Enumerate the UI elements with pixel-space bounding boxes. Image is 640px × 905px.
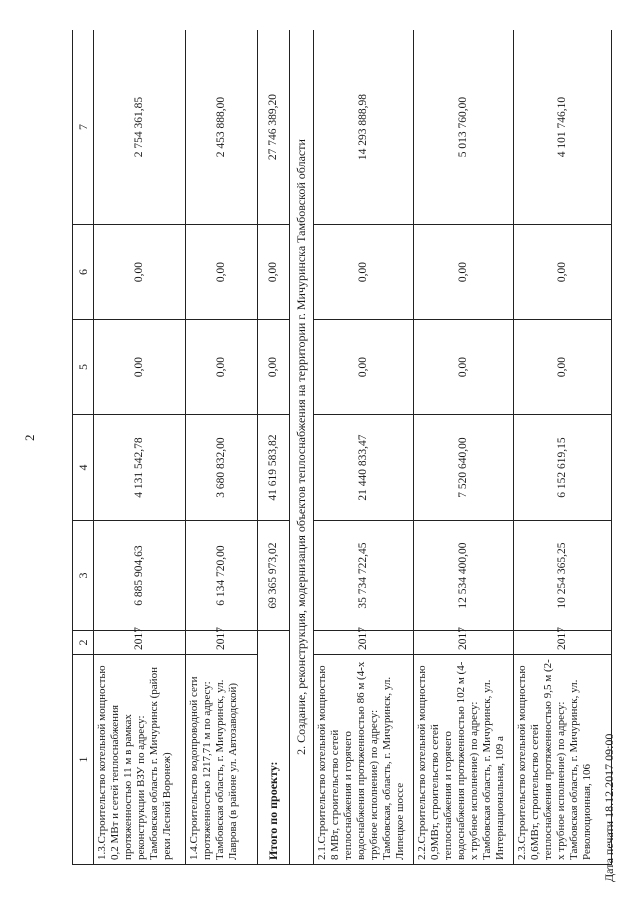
- row-col5: 0,00: [514, 320, 612, 415]
- row-col3: 35 734 722,45: [314, 521, 414, 631]
- column-header: 7: [73, 30, 94, 225]
- column-header: 4: [73, 415, 94, 521]
- section-row: [290, 30, 314, 865]
- row-col4: 7 520 640,00: [414, 415, 514, 521]
- table-row: [514, 30, 612, 865]
- total-col7: 27 746 389,20: [258, 30, 290, 225]
- row-col4: 3 680 832,00: [186, 415, 258, 521]
- row-col7: 4 101 746,10: [514, 30, 612, 225]
- total-col6: 0,00: [258, 225, 290, 320]
- row-col5: 0,00: [186, 320, 258, 415]
- column-number-row: [73, 30, 94, 865]
- print-date: Дата печати 18.12.2017 09:00: [602, 733, 616, 882]
- column-header: 3: [73, 521, 94, 631]
- total-col5: 0,00: [258, 320, 290, 415]
- row-col6: 0,00: [514, 225, 612, 320]
- row-year: 2017: [414, 631, 514, 655]
- row-col4: 6 152 619,15: [514, 415, 612, 521]
- section-title: 2. Создание, реконструкция, модернизация объектов теплоснабжения на территории г. Мичуринска Тамбовской области: [290, 30, 314, 865]
- row-year: 2017: [514, 631, 612, 655]
- row-description: 1.3.Строительство котельной мощностью 0,2 МВт и сетей теплоснабжения протяженностью 11 м в рамках реконструкции ВЗУ по адресу: Тамбовская область г. Мичуринск (район реки Лесной Воронеж): [94, 655, 186, 865]
- total-col3: 69 365 973,02: [258, 521, 290, 631]
- total-row: [258, 30, 290, 865]
- rotated-table-frame: [72, 30, 612, 865]
- table-row: [414, 30, 514, 865]
- row-year: 2017: [94, 631, 186, 655]
- table-row: [94, 30, 186, 865]
- row-col3: 10 254 365,25: [514, 521, 612, 631]
- row-description: 2.1.Строительство котельной мощностью 8 МВт, строительство сетей теплоснабжения и горячего водоснабжения протяженностью 86 м (4-х трубное исполнение) по адресу: Тамбовская, область, г. Мичуринск, ул. Липецкое шоссе: [314, 655, 414, 865]
- row-col6: 0,00: [94, 225, 186, 320]
- column-header: 5: [73, 320, 94, 415]
- row-col3: 12 534 400,00: [414, 521, 514, 631]
- document-sheet: [72, 30, 612, 865]
- column-header: 1: [73, 655, 94, 865]
- row-col5: 0,00: [314, 320, 414, 415]
- row-description: 2.2.Строительство котельной мощностью 0,9МВт, строительство сетей теплоснабжения и горячего водоснабжения протяженностью 102 м (4-х трубное исполнение) по адресу: Тамбовская область, г. Мичуринск, ул. Интернациональная, 109 а: [414, 655, 514, 865]
- row-col7: 5 013 760,00: [414, 30, 514, 225]
- row-col6: 0,00: [186, 225, 258, 320]
- column-header: 2: [73, 631, 94, 655]
- column-header: 6: [73, 225, 94, 320]
- row-description: 2.3.Строительство котельной мощностью 0,6МВт, строительство сетей теплоснабжения протяженностью 9,5 м (2-х трубное исполнение) по адресу: Тамбовская область, г. Мичуринск, ул. Революционная, 106: [514, 655, 612, 865]
- total-col4: 41 619 583,82: [258, 415, 290, 521]
- row-col7: 2 754 361,85: [94, 30, 186, 225]
- table-row: [314, 30, 414, 865]
- total-label: Итого по проекту:: [258, 631, 290, 865]
- row-description: 1.4.Строительство водопроводной сети протяженностью 1217,71 м по адресу: Тамбовская область, г. Мичуринск, ул. Лаврова (в районе ул. Автозаводской): [186, 655, 258, 865]
- row-year: 2017: [314, 631, 414, 655]
- row-col7: 2 453 888,00: [186, 30, 258, 225]
- budget-table: [72, 30, 612, 865]
- row-col5: 0,00: [414, 320, 514, 415]
- row-col3: 6 885 904,63: [94, 521, 186, 631]
- page-number: 2: [22, 434, 37, 441]
- row-col3: 6 134 720,00: [186, 521, 258, 631]
- row-year: 2017: [186, 631, 258, 655]
- row-col6: 0,00: [314, 225, 414, 320]
- row-col4: 4 131 542,78: [94, 415, 186, 521]
- table-row: [186, 30, 258, 865]
- row-col7: 14 293 888,98: [314, 30, 414, 225]
- row-col5: 0,00: [94, 320, 186, 415]
- row-col6: 0,00: [414, 225, 514, 320]
- row-col4: 21 440 833,47: [314, 415, 414, 521]
